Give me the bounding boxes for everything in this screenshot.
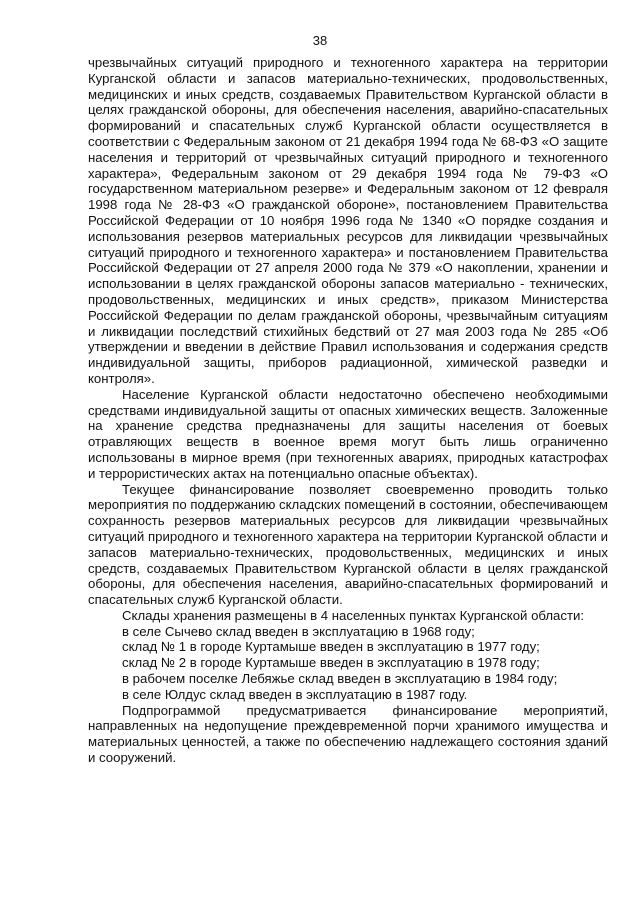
warehouse-item: склад № 2 в городе Куртамыше введен в эксплуатацию в 1978 году;: [122, 655, 540, 671]
paragraph-subprogram: Подпрограммой предусматривается финансирование мероприятий, направленных на недопущение преждевременной порчи хранимого имущества и материальных ценностей, а также по обеспечению надлежащего состояния зданий и сооружений.: [88, 702, 608, 766]
page-number: 38: [312, 33, 328, 48]
warehouse-item: склад № 1 в городе Куртамыше введен в эксплуатацию в 1977 году;: [122, 639, 540, 655]
warehouse-item: в рабочем поселке Лебяжье склад введен в эксплуатацию в 1984 году;: [122, 671, 558, 687]
warehouse-item: в селе Юлдус склад введен в эксплуатацию в 1987 году.: [122, 686, 468, 702]
warehouses-intro: Склады хранения размещены в 4 населенных пунктах Курганской области:: [122, 607, 585, 623]
paragraph-protection-means: Население Курганской области недостаточно обеспечено необходимыми средствами индивидуальной защиты от опасных химических веществ. Заложенные на хранение средства предназначены для защиты населения от боевых отравляющих веществ в военное время могут быть лишь ограниченно использованы в мирное время (при техногенных авариях, природных катастрофах и террористических актах на потенциально опасные объектах).: [88, 386, 608, 481]
document-body: [88, 55, 608, 766]
paragraph-current-financing: Текущее финансирование позволяет своевременно проводить только мероприятия по поддержанию складских помещений в состоянии, обеспечивающем сохранность резервов материальных ресурсов для ликвидации чрезвычайных ситуаций природного и техногенного характера на территории Курганской области и запасов материально-технических, продовольственных, медицинских и иных средств, создаваемых Правительством Курганской области в целях гражданской обороны, для обеспечения населения, аварийно-спасательных формирований и спасательных служб Курганской области.: [88, 481, 608, 608]
paragraph-legal-basis: чрезвычайных ситуаций природного и техногенного характера на территории Курганской области и запасов материально-технических, продовольственных, медицинских и иных средств, создаваемых Правительством Курганской области в целях гражданской обороны, для обеспечения населения, аварийно-спасательных формирований и спасательных служб Курганской области осуществляется в соответствии с Федеральным законом от 21 декабря 1994 года № 68-ФЗ «О защите населения и территорий от чрезвычайных ситуаций природного и техногенного характера», Федеральным законом от 29 декабря 1994 года № 79-ФЗ «О государственном материальном резерве» и Федеральным законом от 12 февраля 1998 года № 28-ФЗ «О гражданской обороне», постановлением Правительства Российской Федерации от 10 ноября 1996 года № 1340 «О порядке создания и использования резервов материальных ресурсов для ликвидации чрезвычайных ситуаций природного и техногенного характера» и постановлением Правительства Российской Федерации от 27 апреля 2000 года № 379 «О накоплении, хранении и использовании в целях гражданской обороны запасов материально - технических, продовольственных, медицинских и иных средств», приказом Министерства Российской Федерации по делам гражданской обороны, чрезвычайным ситуациям и ликвидации последствий стихийных бедствий от 27 мая 2003 года № 285 «Об утверждении и введении в действие Правил использования и содержания средств индивидуальной защиты, приборов радиационной, химической разведки и контроля».: [88, 55, 608, 386]
warehouse-item: в селе Сычево склад введен в эксплуатацию в 1968 году;: [122, 623, 475, 639]
